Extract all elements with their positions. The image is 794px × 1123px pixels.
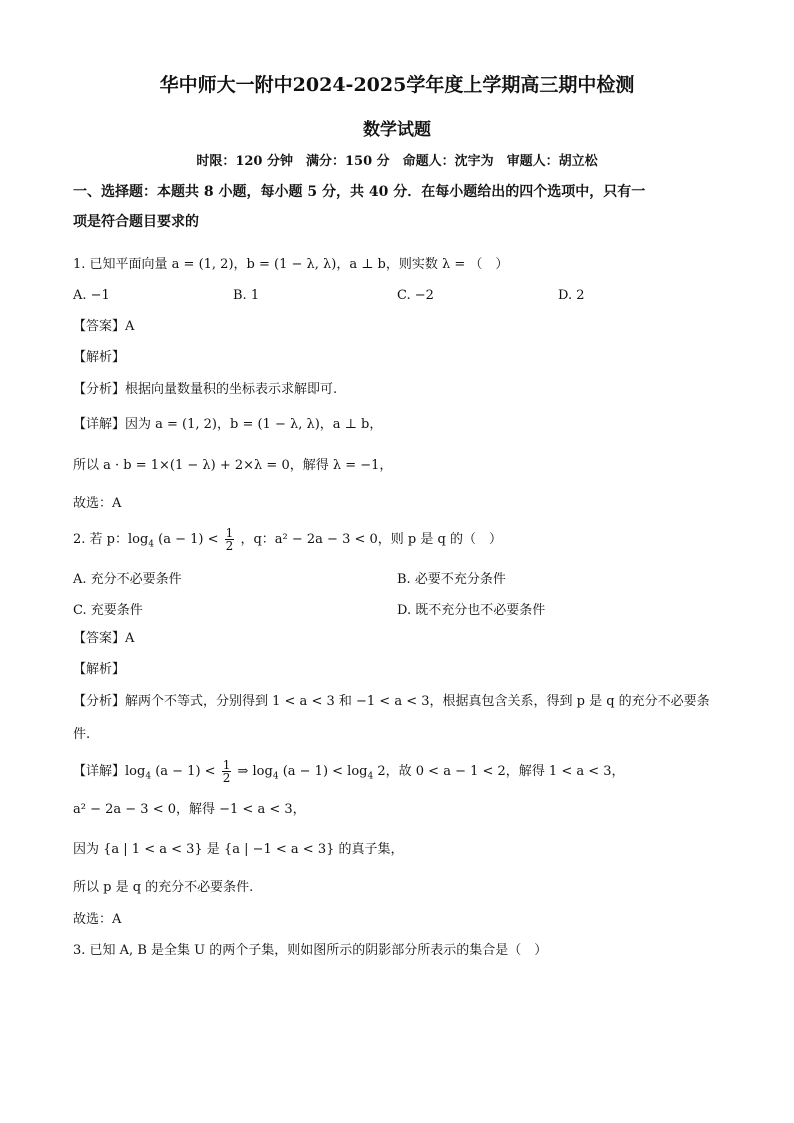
q2-detail-line2: a² − 2a − 3 < 0，解得 −1 < a < 3， [73, 802, 306, 817]
q2-detail-line4: 所以 p 是 q 的充分不必要条件. [73, 880, 254, 895]
exam-title: 华中师大一附中2024-2025学年度上学期高三期中检测 [159, 74, 635, 96]
q2-detail1-part-a: 【详解】log [73, 764, 146, 779]
q2-detail1-base-2: 4 [272, 771, 279, 782]
q1-option-c: C. −2 [397, 288, 434, 303]
q2-stem-log-base: 4 [148, 539, 155, 550]
q2-stem [73, 527, 502, 554]
q2-detail1-base-3: 4 [367, 771, 374, 782]
q2-detail1-base-1: 4 [145, 771, 152, 782]
q1-analysis: 【分析】根据向量数量积的坐标表示求解即可. [73, 382, 338, 397]
q2-option-a: A. 充分不必要条件 [73, 572, 182, 587]
q2-analysis-line1: 【分析】解两个不等式，分别得到 1 < a < 3 和 −1 < a < 3，根据真包含关系，得到 p 是 q 的充分不必要条 [73, 694, 710, 709]
q2-detail1-part-b: (a − 1) < [155, 764, 216, 779]
q1-jiexi-label: 【解析】 [73, 350, 126, 365]
exam-subject: 数学试题 [363, 120, 431, 140]
q1-stem: 1. 已知平面向量 a = (1, 2)，b = (1 − λ, λ)，a ⊥ b，则实数 λ = （ ） [73, 257, 509, 272]
q2-detail-line3: 因为 {a | 1 < a < 3} 是 {a | −1 < a < 3} 的真子集， [73, 842, 404, 857]
q2-detail1-part-d: (a − 1) < log [282, 764, 368, 779]
q2-detail1-frac-numerator: 1 [222, 758, 231, 772]
q1-option-b: B. 1 [233, 288, 260, 303]
q1-option-d: D. 2 [558, 288, 585, 303]
exam-info: 时限：120 分钟 满分：150 分 命题人：沈宇为 审题人：胡立松 [196, 154, 598, 169]
q2-stem-part-b: (a − 1) < [158, 532, 219, 547]
q2-analysis-line2: 件. [73, 727, 91, 742]
q2-answer: 【答案】A [73, 631, 135, 646]
q2-stem-fraction [225, 527, 235, 552]
q1-conclusion: 故选：A [73, 496, 122, 511]
q1-option-a: A. −1 [73, 288, 110, 303]
q2-stem-part-c: ，q：a² − 2a − 3 < 0，则 p 是 q 的（ ） [240, 532, 502, 547]
q1-detail-line2: 所以 a · b = 1×(1 − λ) + 2×λ = 0，解得 λ = −1， [73, 458, 393, 473]
section-heading-line2: 项是符合题目要求的 [73, 214, 199, 230]
q2-detail-line1 [73, 759, 625, 786]
q1-answer: 【答案】A [73, 319, 135, 334]
q2-detail1-part-c: ⇒ log [237, 764, 273, 779]
q2-detail1-fraction [222, 759, 232, 784]
q2-option-d: D. 既不充分也不必要条件 [397, 603, 546, 618]
q2-frac-denominator: 2 [225, 539, 234, 553]
q2-conclusion: 故选：A [73, 912, 122, 927]
q2-jiexi-label: 【解析】 [73, 662, 126, 677]
q2-detail1-part-e: 2，故 0 < a − 1 < 2，解得 1 < a < 3， [377, 764, 625, 779]
q2-option-b: B. 必要不充分条件 [397, 572, 506, 587]
section-heading-line1: 一、选择题：本题共 8 小题，每小题 5 分，共 40 分．在每小题给出的四个选项中，只有一 [73, 184, 646, 200]
q2-option-c: C. 充要条件 [73, 603, 143, 618]
q2-frac-numerator: 1 [225, 526, 234, 540]
q3-stem: 3. 已知 A, B 是全集 U 的两个子集，则如图所示的阴影部分所表示的集合是（ ） [73, 943, 548, 958]
q2-detail1-frac-denominator: 2 [222, 771, 231, 785]
q2-stem-part-a: 2. 若 p：log [73, 532, 149, 547]
q1-detail-line1: 【详解】因为 a = (1, 2)，b = (1 − λ, λ)，a ⊥ b， [73, 417, 383, 432]
